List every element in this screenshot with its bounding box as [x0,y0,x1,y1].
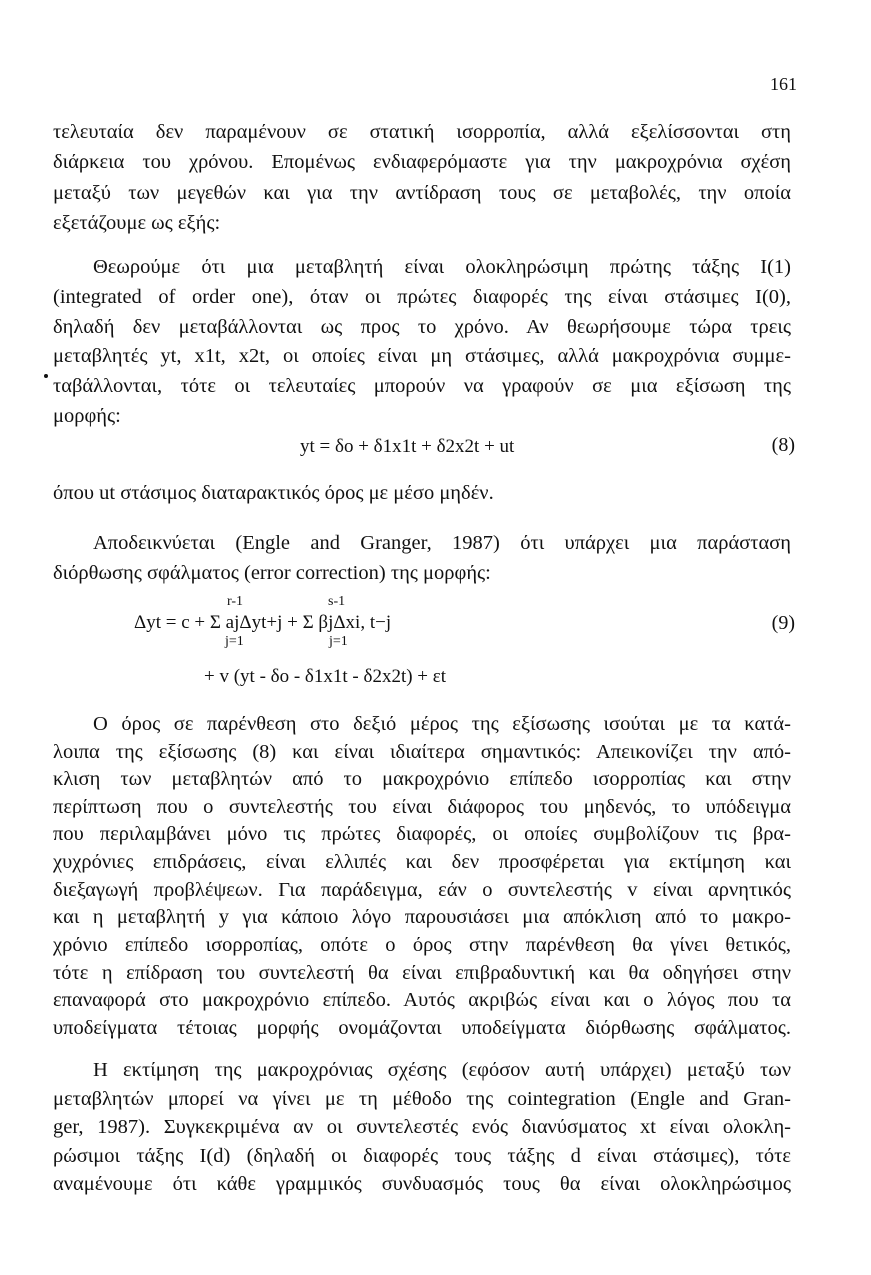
text-line: και η μεταβλητή y για κάποιο λόγο παρουσιάσει μια απόκλιση από το μακρο- [53,906,791,928]
text-line: χυχρόνιες επιδράσεις, είναι ελλιπές και δεν προσφέρεται για εκτίμηση και [53,851,791,873]
text-line: διάρκεια του χρόνου. Επομένως ενδιαφερόμαστε για την μακροχρόνια σχέση [53,151,791,173]
text-line: μεταξύ των μεγεθών και για την αντίδραση τους σε μεταβολές, την οποία [53,182,791,204]
text-line: λοιπα της εξίσωσης (8) και είναι ιδιαίτερα σημαντικός: Απεικονίζει την από- [53,741,791,763]
equation-8-number: (8) [771,434,795,456]
text-line: όπου ut στάσιμος διαταρακτικός όρος με μέσο μηδέν. [53,482,494,504]
text-line: επαναφορά στο μακροχρόνιο επίπεδο. Αυτός ακριβώς είναι και ο λόγος που τα [53,989,791,1011]
text-line: Θεωρούμε ότι μια μεταβλητή είναι ολοκληρώσιμη πρώτης τάξης I(1) [93,256,791,278]
text-line: κλιση των μεταβλητών από το μακροχρόνιο επίπεδο ισορροπίας και στην [53,768,791,790]
text-line: τότε η επίδραση του συντελεστή θα είναι επιβραδυντική και θα οδηγήσει στην [53,962,791,984]
text-line: Αποδεικνύεται (Engle and Granger, 1987) ότι υπάρχει μια παράσταση [93,532,791,554]
text-line: διεξαγωγή προβλέψεων. Για παράδειγμα, εάν ο συντελεστής v είναι αρνητικός [53,879,791,901]
text-line: υποδείγματα τέτοιας μορφής ονομάζονται υποδείγματα διόρθωσης σφάλματος. [53,1017,791,1039]
sum-lower-limit: j=1 [329,634,348,649]
equation-9-line-2: + v (yt - δo - δ1x1t - δ2x2t) + εt [204,666,447,687]
sum-lower-limit: j=1 [225,634,244,649]
text-line: ger, 1987). Συγκεκριμένα αν οι συντελεστές ενός διανύσματος xt είναι ολοκλη- [53,1116,791,1138]
text-line: τελευταία δεν παραμένουν σε στατική ισορροπία, αλλά εξελίσσονται στη [53,121,791,143]
text-line: εξετάζουμε ως εξής: [53,212,221,234]
equation-9-line-1: Δyt = c + Σ ajΔyt+j + Σ βjΔxi, t−j [134,612,392,633]
text-line: χρόνιο επίπεδο ισορροπίας, οπότε ο όρος στην παρένθεση θα γίνει θετικός, [53,934,791,956]
text-line: που περιλαμβάνει μόνο τις πρώτες διαφορές, οι οποίες συμβολίζουν τις βρα- [53,823,791,845]
sum-upper-limit: r-1 [227,594,244,609]
text-line: (integrated of order one), όταν οι πρώτες διαφορές της είναι στάσιμες I(0), [53,286,791,308]
text-line: δηλαδή δεν μεταβάλλονται ως προς το χρόνο. Αν θεωρήσουμε τώρα τρεις [53,316,791,338]
text-line: περίπτωση που ο συντελεστής του είναι διάφορος του μηδενός, το υπόδειγμα [53,796,791,818]
text-line: Ο όρος σε παρένθεση στο δεξιό μέρος της εξίσωσης ισούται με τα κατά- [93,713,791,735]
text-line: διόρθωσης σφάλματος (error correction) της μορφής: [53,562,491,584]
text-line: ρώσιμοι τάξης I(d) (δηλαδή οι διαφορές τους τάξης d είναι στάσιμες), τότε [53,1145,791,1167]
text-line: αναμένουμε ότι κάθε γραμμικός συνδυασμός τους θα είναι ολοκληρώσιμος [53,1173,791,1195]
text-line: Η εκτίμηση της μακροχρόνιας σχέσης (εφόσον αυτή υπάρχει) μεταξύ των [93,1059,791,1081]
text-line: μορφής: [53,405,121,427]
text-line: μεταβλητών μπορεί να γίνει με τη μέθοδο της cointegration (Engle and Gran- [53,1088,791,1110]
sum-upper-limit: s-1 [328,594,346,609]
page-number: 161 [770,74,797,94]
margin-dot [44,374,48,378]
equation-9-number: (9) [771,612,795,634]
text-line: ταβάλλονται, τότε οι τελευταίες μπορούν να γραφούν σε μια εξίσωση της [53,375,791,397]
text-line: μεταβλητές yt, x1t, x2t, οι οποίες είναι μη στάσιμες, αλλά μακροχρόνια συμμε- [53,345,791,367]
equation-8: yt = δo + δ1x1t + δ2x2t + ut [300,436,515,457]
